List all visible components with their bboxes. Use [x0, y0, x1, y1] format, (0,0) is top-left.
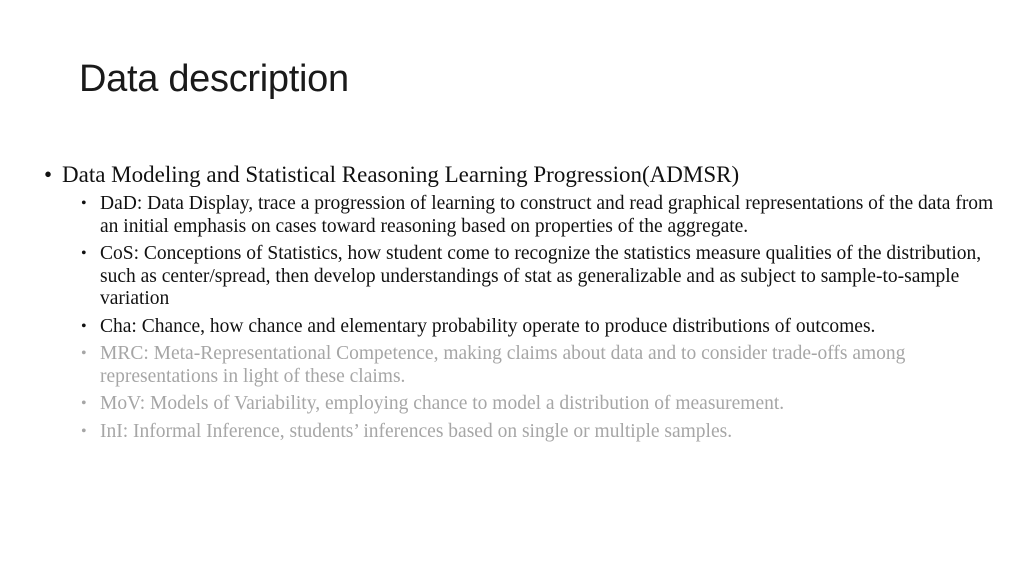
sub-bullet-mov: [44, 393, 994, 416]
bullet-icon: •: [81, 422, 87, 440]
slide-content: [44, 160, 994, 448]
bullet-icon: •: [81, 345, 87, 362]
sub-bullet-list: [44, 193, 994, 443]
main-bullet-text: Data Modeling and Statistical Reasoning Learning Progression(ADMSR): [62, 162, 740, 187]
bullet-icon: •: [81, 245, 87, 262]
sub-bullet-text: CoS: Conceptions of Statistics, how student come to recognize the statistics measure qualities of the distribution, such as center/spread, then develop understandings of stat as generalizable and as subject to sample-to-sample variation: [100, 243, 982, 309]
sub-bullet-text: DaD: Data Display, trace a progression of learning to construct and read graphical representations of the data from an initial emphasis on cases toward reasoning based on properties of the aggregate.: [100, 193, 994, 237]
sub-bullet-text: MoV: Models of Variability, employing chance to model a distribution of measurement.: [100, 393, 785, 414]
slide-title: Data description: [79, 58, 349, 100]
sub-bullet-cha: [44, 316, 994, 339]
sub-bullet-text: MRC: Meta-Representational Competence, making claims about data and to consider trade-offs among representations in light of these claims.: [100, 343, 906, 387]
sub-bullet-mrc: [44, 343, 994, 388]
bullet-icon: •: [81, 395, 87, 412]
sub-bullet-dad: [44, 193, 994, 238]
main-bullet: [44, 160, 994, 190]
sub-bullet-cos: [44, 243, 994, 311]
sub-bullet-ini: [44, 421, 994, 444]
bullet-icon: •: [44, 162, 53, 187]
sub-bullet-text: InI: Informal Inference, students’ inferences based on single or multiple samples.: [100, 420, 733, 442]
sub-bullet-text: Cha: Chance, how chance and elementary probability operate to produce distributions of outcomes.: [100, 315, 876, 337]
bullet-icon: •: [81, 195, 87, 212]
bullet-icon: •: [81, 317, 87, 335]
